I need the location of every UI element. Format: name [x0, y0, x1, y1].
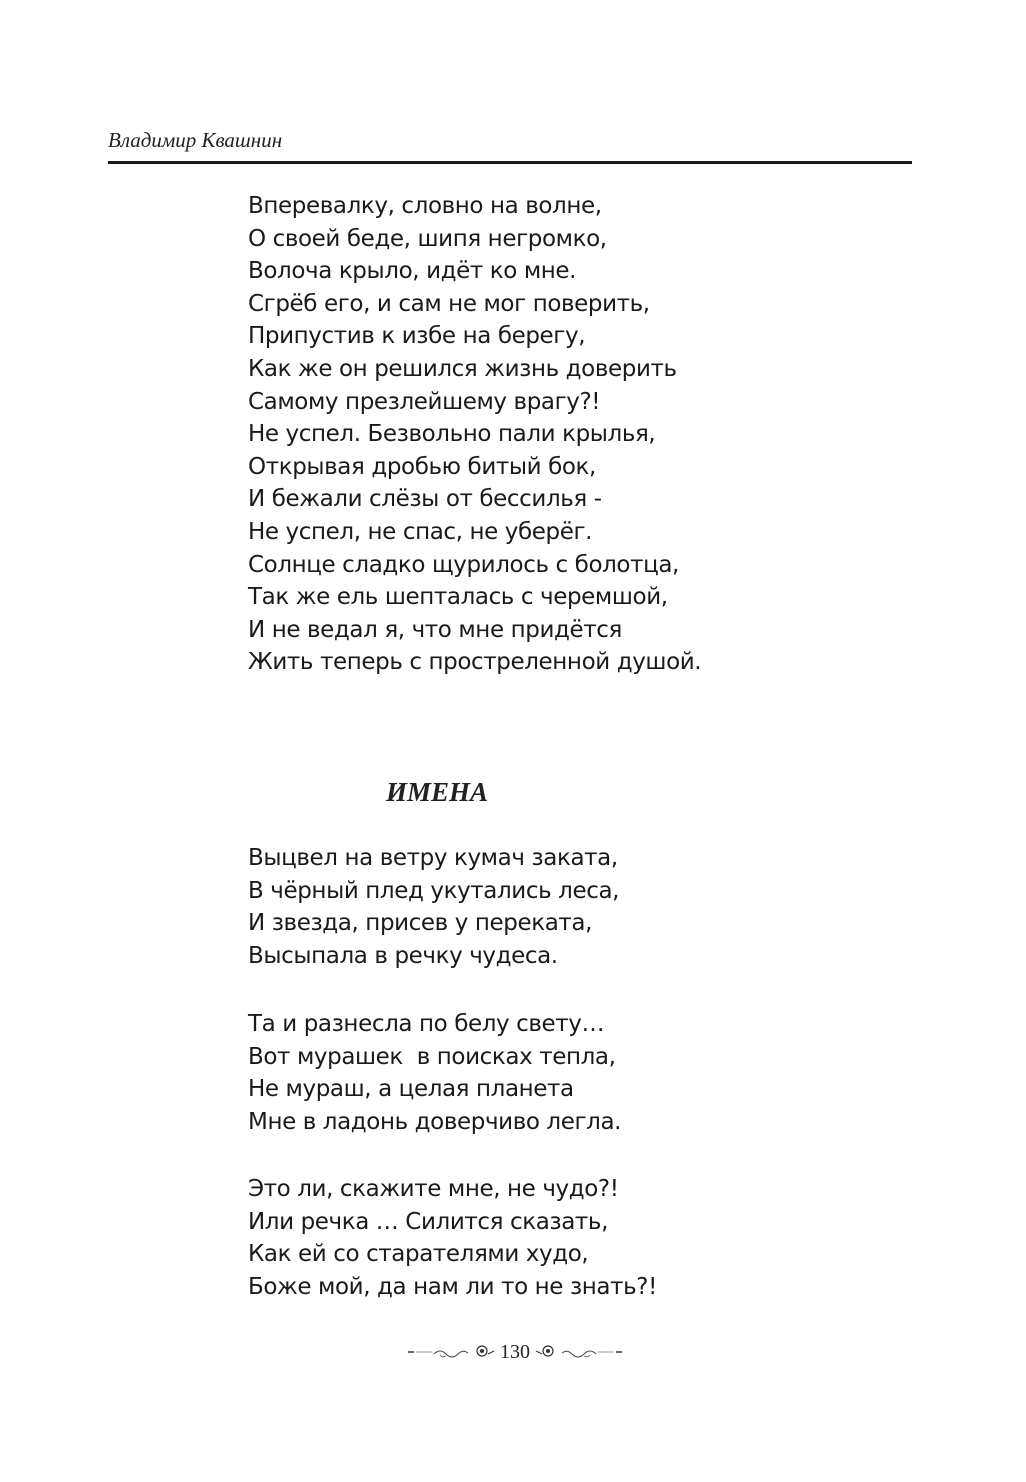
- poem-stanza-3: [248, 1173, 657, 1303]
- verse-line: И звезда, присев у переката,: [248, 910, 592, 937]
- poem-title: ИМЕНА: [386, 777, 489, 807]
- verse-line: Как ей со старателями худо,: [248, 1241, 589, 1268]
- poem-continued-stanza: [248, 190, 701, 679]
- verse-line: Жить теперь с простреленной душой.: [248, 649, 702, 676]
- verse-line: Волоча крыло, идёт ко мне.: [248, 258, 577, 285]
- verse-line: Припустив к избе на берегу,: [248, 323, 586, 350]
- ornament-left-icon: [406, 1342, 496, 1362]
- verse-line: Высыпала в речку чудеса.: [248, 942, 558, 969]
- verse-line: Мне в ладонь доверчиво легла.: [248, 1108, 622, 1135]
- verse-line: Сгрёб его, и сам не мог поверить,: [248, 290, 650, 317]
- verse-line: Это ли, скажите мне, не чудо?!: [248, 1176, 619, 1202]
- verse-line: Не успел, не спас, не уберёг.: [248, 518, 593, 545]
- verse-line: Так же ель шепталась с черемшой,: [248, 584, 668, 611]
- verse-line: Или речка … Силится сказать,: [248, 1208, 608, 1235]
- verse-line: Самому презлейшему врагу?!: [248, 388, 601, 415]
- verse-line: Боже мой, да нам ли то не знать?!: [248, 1273, 657, 1300]
- verse-line: Открывая дробью битый бок,: [248, 453, 596, 480]
- page-number: 130: [500, 1340, 530, 1363]
- verse-line: Вот мурашек в поисках тепла,: [248, 1043, 616, 1070]
- verse-line: О своей беде, шипя негромко,: [248, 225, 607, 252]
- verse-line: И не ведал я, что мне придётся: [248, 616, 622, 643]
- page-footer: [400, 1338, 630, 1366]
- verse-line: Не мураш, а целая планета: [248, 1076, 574, 1103]
- verse-line: Та и разнесла по белу свету…: [248, 1011, 605, 1037]
- verse-line: Как же он решился жизнь доверить: [248, 355, 677, 382]
- verse-line: Солнце сладко щурилось с болотца,: [248, 551, 679, 578]
- running-head-author: Владимир Квашнин: [108, 128, 283, 152]
- ornament-right-icon: [534, 1342, 624, 1362]
- verse-line: И бежали слёзы от бессилья -: [248, 486, 602, 513]
- verse-line: Не успел. Безвольно пали крылья,: [248, 421, 656, 448]
- verse-line: В чёрный плед укутались леса,: [248, 877, 620, 904]
- header-rule: [108, 161, 912, 164]
- poem-stanza-2: [248, 1008, 621, 1138]
- poem-stanza-1: [248, 842, 619, 972]
- verse-line: Выцвел на ветру кумач заката,: [248, 845, 618, 871]
- verse-line: Вперевалку, словно на волне,: [248, 193, 602, 219]
